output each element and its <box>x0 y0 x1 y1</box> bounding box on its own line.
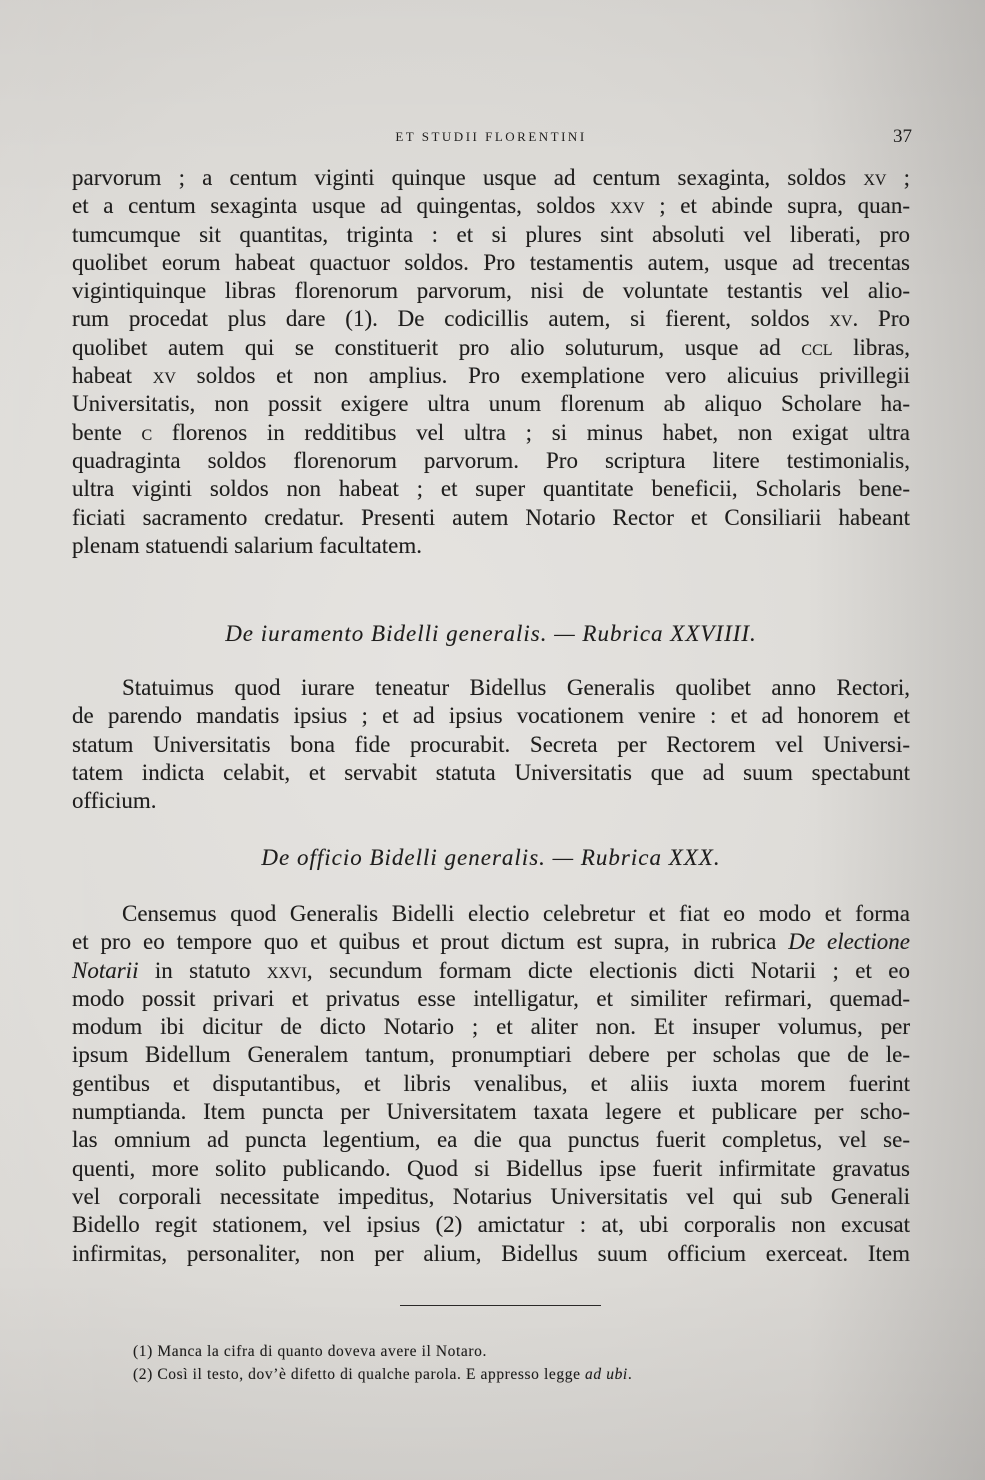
small-caps-numeral: xv <box>863 165 887 190</box>
page-number: 37 <box>893 126 912 147</box>
text-line: ficiati sacramento credatur. Presenti autem Notario Rector et Consiliarii habeant <box>72 504 910 530</box>
text-line: ultra viginti soldos non habeat ; et super quantitate beneficii, Scholaris bene- <box>72 476 910 502</box>
text-segment: et pro eo tempore quo et quibus et prout dictum est supra, in rubrica <box>72 929 789 955</box>
text-segment: florenos in redditibus vel ultra ; si minus habet, non exigat ultra <box>152 419 911 445</box>
text-segment: (2) Così il testo, dov’è difetto di qualche parola. E appresso legge <box>133 1366 586 1383</box>
text-line: numptianda. Item puncta per Universitatem taxata legere et publicare per scho- <box>72 1099 910 1125</box>
running-title: ET STUDII FLORENTINI <box>395 129 587 144</box>
text-segment: . <box>627 1366 633 1383</box>
text-line: quenti, more solito publicando. Quod si Bidellus ipse fuerit infirmitate gravatus <box>72 1155 910 1181</box>
text-segment: , secundum formam dicte electionis dicti Notarii ; et eo <box>306 957 910 983</box>
footnote: (1) Manca la cifra di quanto doveva avere il Notaro. <box>133 1343 487 1360</box>
text-segment: libras, <box>832 334 910 360</box>
paragraph-2 <box>72 674 910 815</box>
small-caps-numeral: xxv <box>609 193 645 219</box>
text-line <box>72 419 910 447</box>
text-line: plenam statuendi salarium facultatem. <box>72 532 422 558</box>
text-line <box>72 928 910 956</box>
text-line: statum Universitatis bona fide procurabit. Secreta per Rectorem vel Universi- <box>72 731 910 757</box>
text-line: tatem indicta celabit, et servabit statuta Universitatis que ad suum spectabunt <box>72 759 910 785</box>
italic-quote: ad ubi <box>585 1366 628 1383</box>
italic-title: De electione <box>788 929 910 955</box>
italic-title: Notarii <box>72 957 139 983</box>
text-segment: bente <box>72 419 142 445</box>
text-line: vigintiquinque libras florenorum parvorum, nisi de voluntate testantis vel alio- <box>72 278 910 304</box>
text-segment: et a centum sexaginta usque ad quingentas, soldos <box>72 193 610 219</box>
text-line: tumcumque sit quantitas, triginta : et si plures sint absoluti vel liberati, pro <box>72 221 910 247</box>
section-heading: De iuramento Bidelli generalis. — Rubrica XXVIIII. <box>225 621 757 646</box>
text-line: vel corporali necessitate impeditus, Notarius Universitatis vel qui sub Generali <box>72 1183 910 1209</box>
text-line: quadraginta soldos florenorum parvorum. Pro scriptura litere testimonialis, <box>72 447 910 473</box>
text-segment: soldos et non amplius. Pro exemplatione vero alicuius privillegii <box>175 363 910 389</box>
footnote <box>133 1363 893 1386</box>
text-segment: in statuto <box>138 957 267 983</box>
text-segment: quolibet autem qui se constituerit pro alio soluturum, usque ad <box>72 334 802 360</box>
text-segment: ; et abinde supra, quan- <box>644 193 910 219</box>
text-segment: rum procedat plus dare (1). De codicillis autem, si fierent, soldos <box>72 306 830 332</box>
text-line: officium. <box>72 788 157 814</box>
text-segment: parvorum ; a centum viginti quinque usque ad centum sexaginta, soldos <box>72 165 864 190</box>
text-line: las omnium ad puncta legentium, ea die qua punctus fuerit completus, vel se- <box>72 1127 910 1153</box>
text-line <box>72 334 910 362</box>
text-line: de parendo mandatis ipsius ; et ad ipsius vocationem venire : et ad honorem et <box>72 703 910 729</box>
text-line <box>72 164 910 192</box>
footnote-rule <box>400 1305 601 1306</box>
text-line: infirmitas, personaliter, non per alium, Bidellus suum officium exerceat. Item <box>72 1240 910 1266</box>
text-line: Bidello regit stationem, vel ipsius (2) amictatur : at, ubi corporalis non excusat <box>72 1212 910 1238</box>
small-caps-numeral: ccl <box>801 334 833 360</box>
text-segment: . Pro <box>852 306 910 332</box>
text-line: modo possit privari et privatus esse intelligatur, et similiter refirmari, quemad- <box>72 985 910 1011</box>
paragraph-1 <box>72 164 910 560</box>
text-line: Censemus quod Generalis Bidelli electio celebretur et fiat eo modo et forma <box>122 901 910 926</box>
text-line: quolibet eorum habeat quactuor soldos. Pro testamentis autem, usque ad trecentas <box>72 249 910 275</box>
text-line: gentibus et disputantibus, et libris venalibus, et aliis iuxta morem fuerint <box>72 1070 910 1096</box>
text-line: Universitatis, non possit exigere ultra unum florenum ab aliquo Scholare ha- <box>72 391 910 417</box>
text-segment: ; <box>886 165 910 190</box>
small-caps-numeral: xv <box>152 363 176 389</box>
text-line: modum ibi dicitur de dicto Notario ; et aliter non. Et insuper volumus, per <box>72 1014 910 1040</box>
text-line: Statuimus quod iurare teneatur Bidellus Generalis quolibet anno Rectori, <box>122 675 910 700</box>
small-caps-numeral: xxvi <box>266 957 307 983</box>
text-line <box>72 305 910 333</box>
text-segment: habeat <box>72 363 153 389</box>
text-line <box>72 957 910 985</box>
text-line: ipsum Bidellum Generalem tantum, pronumptiari debere per scholas que de le- <box>72 1042 910 1068</box>
paragraph-3 <box>72 900 910 1268</box>
section-heading: De officio Bidelli generalis. — Rubrica XXX. <box>261 845 721 870</box>
small-caps-numeral: c <box>141 419 153 445</box>
footnotes <box>133 1340 893 1386</box>
text-line <box>72 362 910 390</box>
small-caps-numeral: xv <box>829 306 853 332</box>
text-line <box>72 192 910 220</box>
